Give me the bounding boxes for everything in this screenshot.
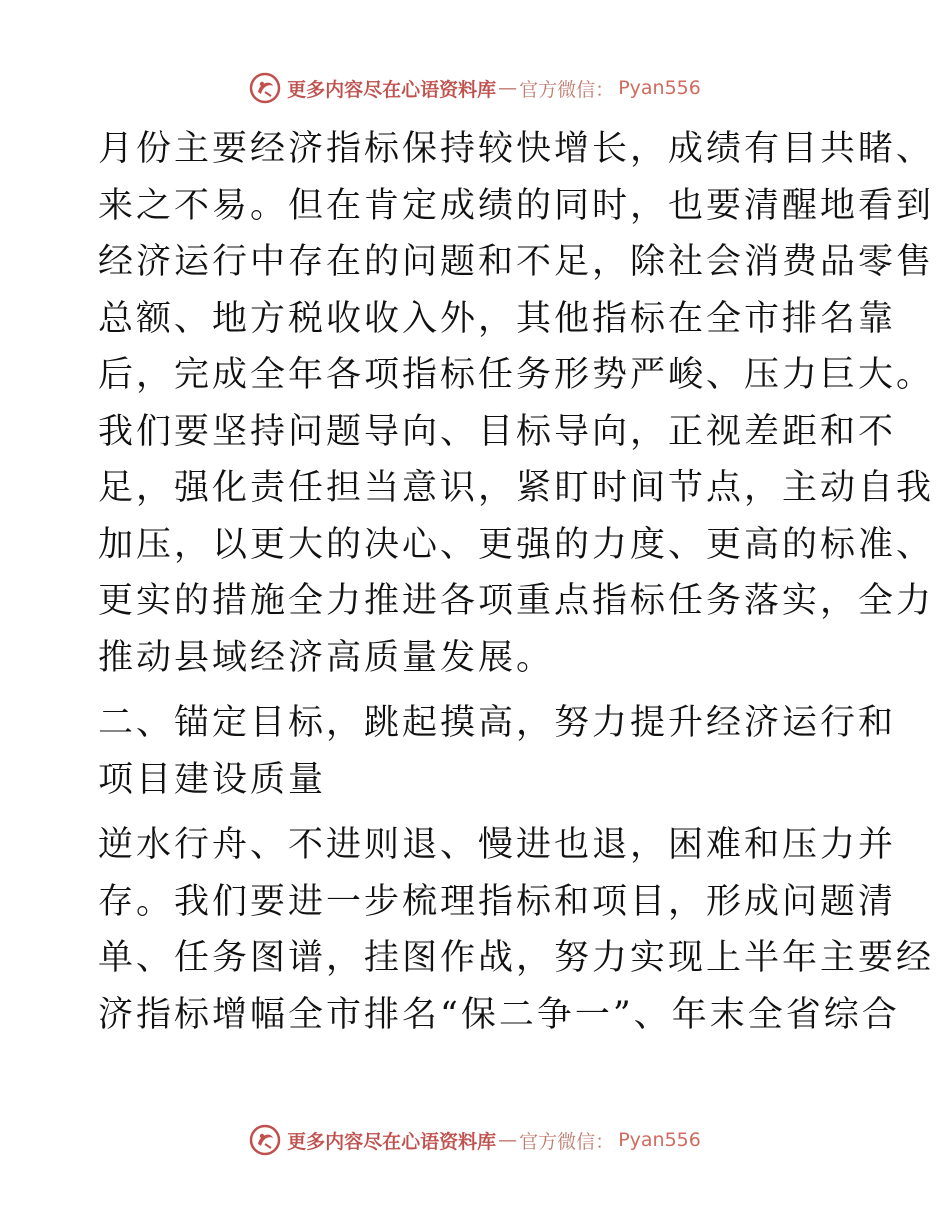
watermark-main-text: 更多内容尽在心语资料库 xyxy=(287,1130,497,1153)
text-line: 月份主要经济指标保持较快增长，成绩有目共睹、 xyxy=(98,129,935,169)
text-line: 更实的措施全力推进各项重点指标任务落实，全力 xyxy=(98,581,935,621)
watermark-label: 官方微信： xyxy=(519,1130,615,1153)
heading-line: 项目建设质量 xyxy=(98,759,327,800)
watermark-dash: — xyxy=(498,77,518,99)
text-line: 单、任务图谱，挂图作战，努力实现上半年主要经 xyxy=(98,938,935,978)
watermark-dash: — xyxy=(498,1129,518,1151)
text-line: 经济运行中存在的问题和不足，除社会消费品零售 xyxy=(98,242,935,282)
section-heading xyxy=(98,695,897,808)
swirl-logo-icon xyxy=(249,1124,281,1156)
text-line: 后，完成全年各项指标任务形势严峻、压力巨大。 xyxy=(98,355,935,395)
document-body xyxy=(98,121,935,1043)
watermark-label: 官方微信： xyxy=(519,78,615,101)
text-line: 推动县域经济高质量发展。 xyxy=(98,637,555,678)
watermark-main-text: 更多内容尽在心语资料库 xyxy=(287,78,497,101)
paragraph-2 xyxy=(98,817,935,1043)
header-watermark xyxy=(0,72,950,104)
swirl-logo-icon xyxy=(249,72,281,104)
text-line: 加压，以更大的决心、更强的力度、更高的标准、 xyxy=(98,524,935,565)
text-line: 存。我们要进一步梳理指标和项目，形成问题清 xyxy=(98,881,897,922)
paragraph-1 xyxy=(98,121,935,686)
watermark-wechat-id: Pyan556 xyxy=(618,1129,701,1151)
watermark-wechat-id: Pyan556 xyxy=(618,77,701,99)
text-line: 逆水行舟、不进则退、慢进也退，困难和压力并 xyxy=(98,825,897,865)
footer-watermark xyxy=(0,1124,950,1156)
heading-line: 二、锚定目标，跳起摸高，努力提升经济运行和 xyxy=(98,703,897,743)
text-line: 总额、地方税收收入外，其他指标在全市排名靠 xyxy=(98,298,897,339)
text-line: 来之不易。但在肯定成绩的同时，也要清醒地看到 xyxy=(98,185,935,226)
text-line: 足，强化责任担当意识，紧盯时间节点，主动自我 xyxy=(98,468,935,508)
text-line: 济指标增幅全市排名“保二争一”、年末全省综合 xyxy=(98,994,900,1035)
text-line: 我们要坚持问题导向、目标导向，正视差距和不 xyxy=(98,411,897,452)
